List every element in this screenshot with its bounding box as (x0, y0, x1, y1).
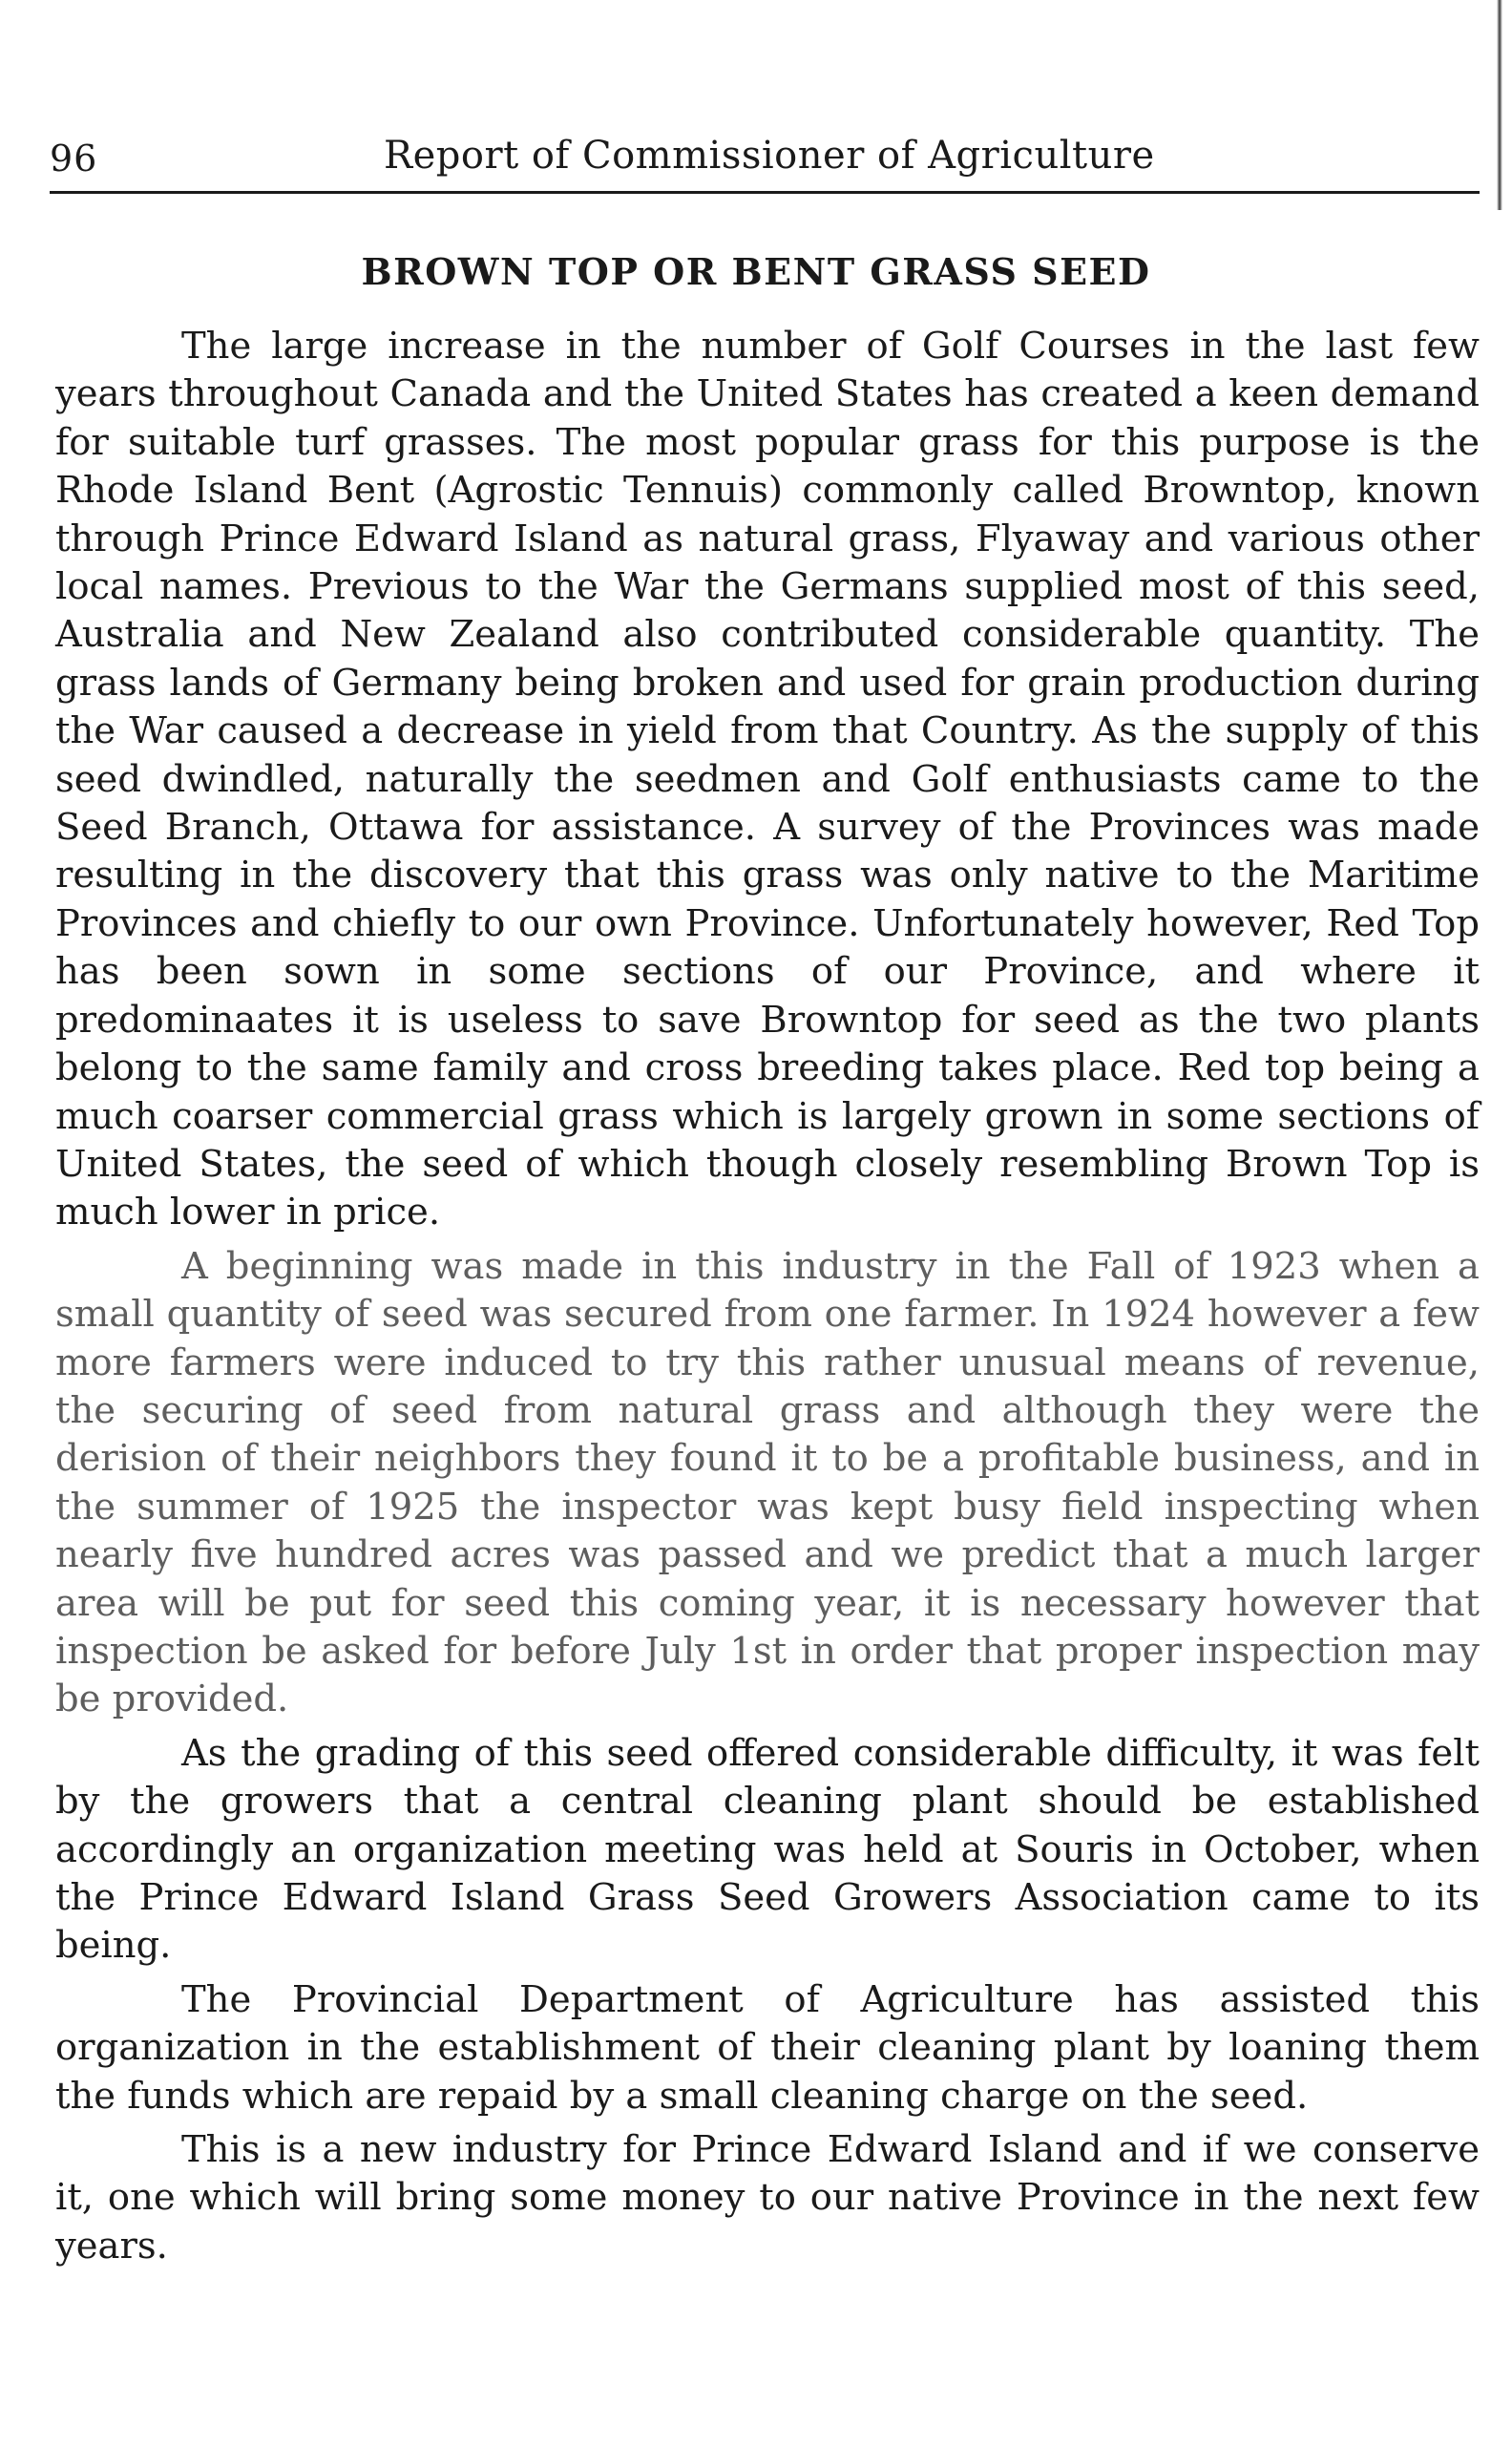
paragraph: This is a new industry for Prince Edward Island and if we conserve it, one which will bring some money to our native Province in the next few years. (55, 2128, 1480, 2268)
header-divider (50, 191, 1480, 194)
running-title: Report of Commissioner of Agriculture (384, 134, 1155, 178)
scan-edge-mark (1497, 0, 1502, 210)
paragraph: As the grading of this seed offered considerable difficulty, it was felt by the growers that a central cleaning plant should be established accordingly an organization meeting was held at Souris in October, when the Prince Edward Island Grass Seed Growers Association came to its being. (55, 1731, 1480, 1968)
paragraph: The large increase in the number of Golf Courses in the last few years throughout Canada and the United States has created a keen demand for suitable turf grasses. The most popular grass for this purpose is the Rhode Island Bent (Agrostic Tennuis) commonly called Browntop, known through Prince Edward Island as natural grass, Flyaway and various other local names. Previous to the War the Germans supplied most of this seed, Australia and New Zealand also contributed considerable quantity. The grass lands of Germany being broken and used for grain production during the War caused a decrease in yield from that Country. As the supply of this seed dwindled, naturally the seedmen and Golf enthusiasts came to the Seed Branch, Ottawa for assistance. A survey of the Provinces was made resulting in the discovery that this grass was only native to the Maritime Provinces and chiefly to our own Province. Unfortunately however, Red Top has been sown in some sections of our Province, and where it predominaates it is useless to save Browntop for seed as the two plants belong to the same family and cross breeding takes place. Red top being a much coarser commercial grass which is largely grown in some sections of United States, the seed of which though closely resembling Brown Top is much lower in price. (55, 325, 1480, 1235)
article-title: BROWN TOP OR BENT GRASS SEED (361, 250, 1151, 293)
article-body (55, 323, 1480, 2276)
page-header (50, 130, 1472, 187)
page-number: 96 (50, 137, 98, 179)
paragraph: The Provincial Department of Agriculture has assisted this organization in the establishment of their cleaning plant by loaning them the funds which are repaid by a small cleaning charge on the seed. (55, 1977, 1480, 2118)
paragraph: A beginning was made in this industry in the Fall of 1923 when a small quantity of seed was secured from one farmer. In 1924 however a few more farmers were induced to try this rather unusual means of revenue, the securing of seed from natural grass and although they were the derision of their neighbors they found it to be a profitable business, and in the summer of 1925 the inspector was kept busy field inspecting when nearly five hundred acres was passed and we predict that a much larger area will be put for seed this coming year, it is necessary however that inspection be asked for before July 1st in order that proper inspection may be provided. (55, 1244, 1480, 1721)
